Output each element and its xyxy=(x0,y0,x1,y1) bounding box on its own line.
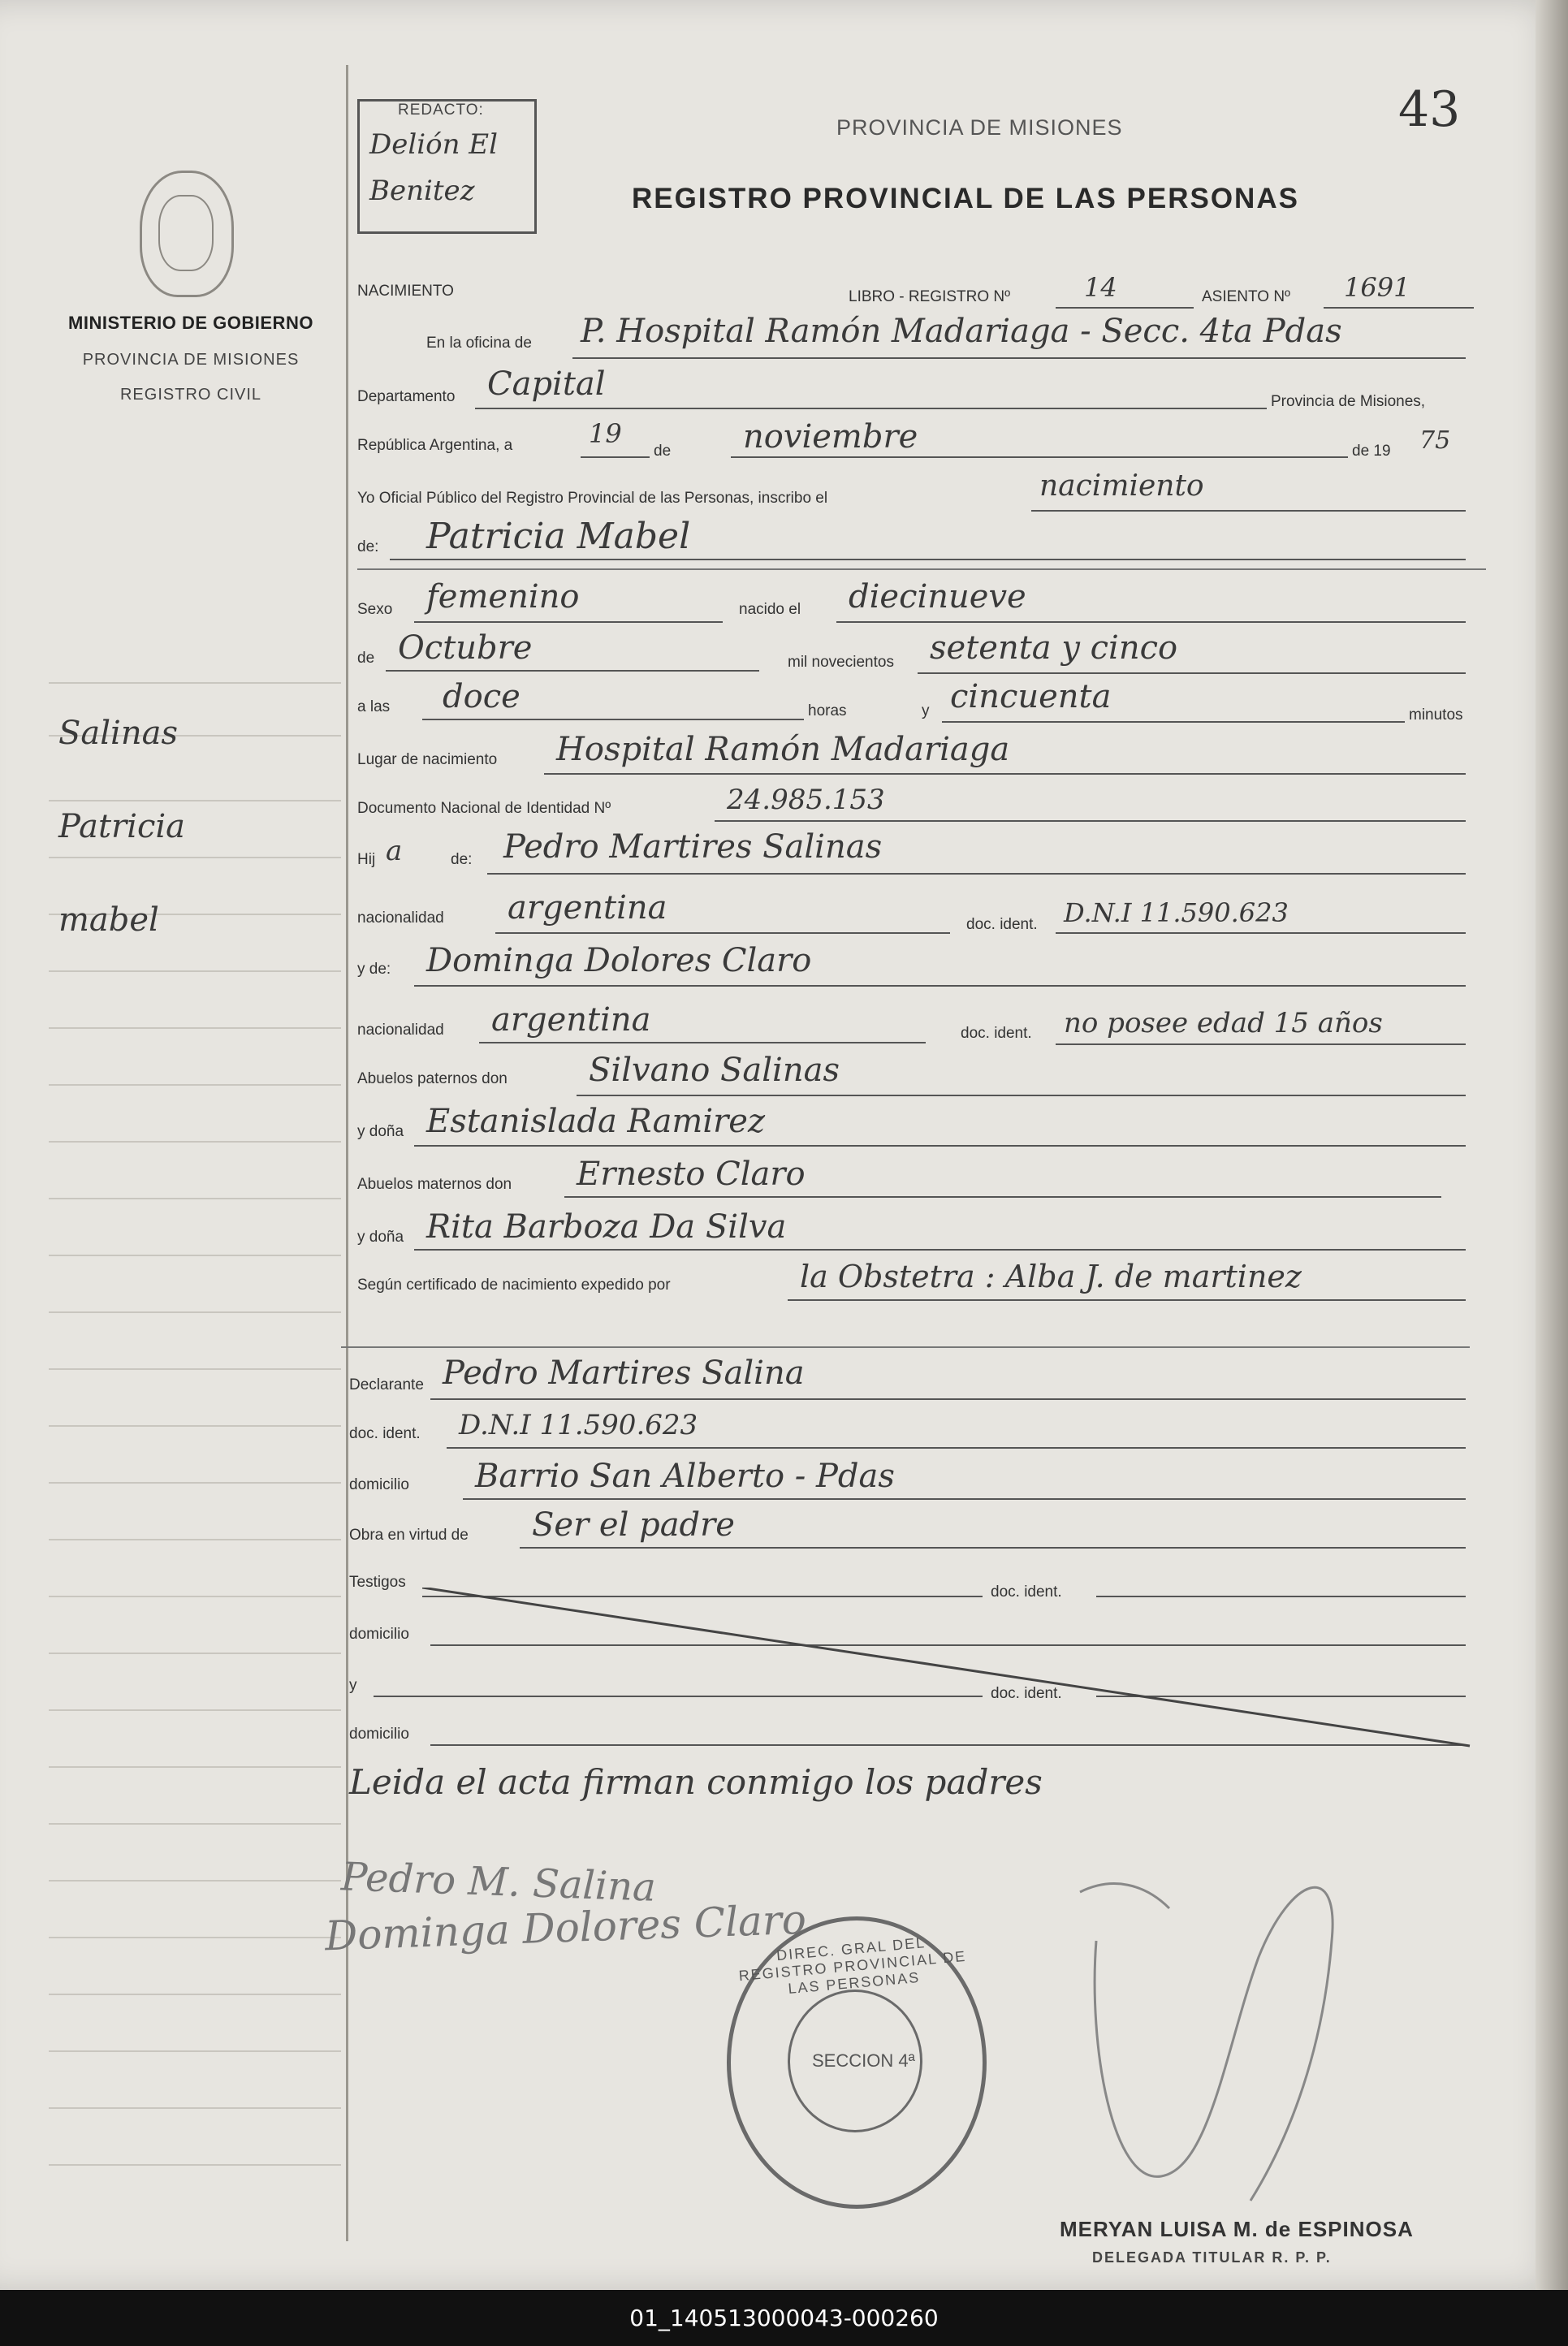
de-nombre-label: de: xyxy=(357,538,379,555)
de-label: de xyxy=(654,443,672,460)
margin-ruled-line xyxy=(49,1823,341,1825)
underline xyxy=(487,873,1466,875)
abuelos-maternos-value: Ernesto Claro xyxy=(577,1156,806,1193)
margin-ruled-line xyxy=(49,970,341,972)
leida-text: Leida el acta firman conmigo los padres xyxy=(349,1762,1043,1802)
inscribo-value: nacimiento xyxy=(1039,469,1204,503)
minutos-label: minutos xyxy=(1409,706,1463,724)
underline xyxy=(414,1145,1466,1147)
yde-label: y de: xyxy=(357,961,391,978)
margin-ruled-line xyxy=(49,1425,341,1427)
underline xyxy=(1324,307,1474,309)
de-year-label: de 19 xyxy=(1352,443,1391,460)
libro-label: LIBRO - REGISTRO Nº xyxy=(849,288,1011,305)
doc-declarante-label: doc. ident. xyxy=(349,1425,421,1442)
underline xyxy=(414,621,723,623)
ministry-title: MINISTERIO DE GOBIERNO xyxy=(68,313,313,333)
page-title: REGISTRO PROVINCIAL DE LAS PERSONAS xyxy=(632,183,1299,214)
ydona-2-value: Rita Barboza Da Silva xyxy=(426,1208,787,1246)
margin-note-middle-name: mabel xyxy=(58,901,159,939)
margin-ruled-line xyxy=(49,1255,341,1256)
redacto-line-2: Benitez xyxy=(369,175,475,207)
doc-1-label: doc. ident. xyxy=(966,916,1038,933)
mil-value: setenta y cinco xyxy=(930,629,1178,667)
margin-ruled-line xyxy=(49,1539,341,1540)
ydona-1-value: Estanislada Ramirez xyxy=(426,1103,766,1140)
margin-ruled-line xyxy=(49,857,341,858)
underline xyxy=(390,559,1466,560)
underline xyxy=(414,1249,1466,1251)
asiento-label: ASIENTO Nº xyxy=(1202,288,1290,305)
margin-ruled-line xyxy=(49,1198,341,1199)
underline xyxy=(414,985,1466,987)
dia-value: 19 xyxy=(589,418,622,449)
declarante-label: Declarante xyxy=(349,1376,424,1393)
obra-label: Obra en virtud de xyxy=(349,1527,469,1544)
underline xyxy=(475,408,1267,409)
margin-ruled-line xyxy=(49,1311,341,1313)
sexo-label: Sexo xyxy=(357,601,393,618)
minutos-value: cincuenta xyxy=(950,678,1112,715)
underline xyxy=(430,1398,1466,1400)
section-rule xyxy=(341,1346,1470,1348)
nacionalidad-1-label: nacionalidad xyxy=(357,909,444,927)
doc-1-value: D.N.I 11.590.623 xyxy=(1064,897,1289,928)
stamp-center-text: SECCION 4ª xyxy=(812,2050,915,2071)
margin-ruled-line xyxy=(49,1027,341,1029)
horas-value: doce xyxy=(443,678,521,715)
mother-signature: Dominga Dolores Claro xyxy=(324,1895,807,1960)
margin-ruled-line xyxy=(49,1766,341,1768)
margin-note-first-name: Patricia xyxy=(58,808,185,845)
margin-ruled-line xyxy=(49,1084,341,1086)
nombre-value: Patricia Mabel xyxy=(426,516,691,557)
hij-suffix: a xyxy=(386,835,403,867)
year-value: 75 xyxy=(1419,426,1451,455)
departamento-label: Departamento xyxy=(357,388,456,405)
declarante-value: Pedro Martires Salina xyxy=(443,1354,805,1392)
margin-ruled-line xyxy=(49,2050,341,2052)
margin-ruled-line xyxy=(49,1653,341,1654)
testigos-label: Testigos xyxy=(349,1574,406,1591)
strike-line xyxy=(422,1588,1478,1750)
doc-2-label: doc. ident. xyxy=(961,1025,1032,1042)
departamento-value: Capital xyxy=(487,365,606,403)
underline xyxy=(495,932,950,934)
margin-ruled-line xyxy=(49,2107,341,2109)
underline xyxy=(942,721,1405,723)
section-rule xyxy=(357,568,1486,570)
domicilio-label: domicilio xyxy=(349,1476,409,1493)
mes-nac-value: Octubre xyxy=(398,629,533,667)
ministry-province: PROVINCIA DE MISIONES xyxy=(82,351,300,369)
image-id-footer: 01_140513000043-000260 xyxy=(0,2290,1568,2346)
libro-value: 14 xyxy=(1084,272,1117,303)
underline xyxy=(581,456,650,458)
official-title: DELEGADA TITULAR R. P. P. xyxy=(1092,2249,1332,2266)
nacimiento-label: NACIMIENTO xyxy=(357,283,454,300)
underline xyxy=(715,820,1466,822)
hij-de-label: de: xyxy=(451,851,473,868)
horas-label: horas xyxy=(808,702,847,719)
ydona-1-label: y doña xyxy=(357,1123,404,1140)
underline xyxy=(788,1299,1466,1301)
mil-label: mil novecientos xyxy=(788,654,894,671)
ministry-registry: REGISTRO CIVIL xyxy=(119,386,262,404)
certificado-label: Según certificado de nacimiento expedido por xyxy=(357,1277,671,1294)
underline xyxy=(1056,307,1194,309)
margin-ruled-line xyxy=(49,1596,341,1597)
margin-ruled-line xyxy=(49,1709,341,1711)
underline xyxy=(918,672,1466,674)
nacido-label: nacido el xyxy=(739,601,801,618)
page-number: 43 xyxy=(1398,81,1461,138)
underline xyxy=(564,1196,1441,1198)
father-signature: Pedro M. Salina xyxy=(340,1854,657,1911)
underline xyxy=(544,773,1466,775)
doc-2-value: no posee edad 15 años xyxy=(1064,1007,1383,1039)
testigo-2-doc-label: doc. ident. xyxy=(991,1685,1062,1702)
testigo-2-domicilio-label: domicilio xyxy=(349,1726,409,1743)
lugar-value: Hospital Ramón Madariaga xyxy=(556,731,1010,768)
margin-ruled-line xyxy=(49,1482,341,1484)
dni-value: 24.985.153 xyxy=(727,784,885,816)
asiento-value: 1691 xyxy=(1344,272,1410,303)
redacto-line-1: Delión El xyxy=(369,128,498,161)
underline xyxy=(386,670,759,672)
doc-declarante-value: D.N.I 11.590.623 xyxy=(459,1409,698,1441)
abuelos-paternos-value: Silvano Salinas xyxy=(589,1052,840,1089)
hij-label: Hij xyxy=(357,851,376,868)
margin-ruled-line xyxy=(49,1368,341,1370)
margin-ruled-line xyxy=(49,1880,341,1882)
margin-ruled-line xyxy=(49,1141,341,1143)
inscribo-label: Yo Oficial Público del Registro Provincial de las Personas, inscribo el xyxy=(357,490,828,507)
underline xyxy=(572,357,1466,359)
sexo-value: femenino xyxy=(426,578,580,616)
dni-label: Documento Nacional de Identidad Nº xyxy=(357,800,611,817)
underline xyxy=(520,1547,1466,1549)
provincia-label: Provincia de Misiones, xyxy=(1271,393,1426,410)
padre-value: Pedro Martires Salinas xyxy=(503,828,883,866)
testigo-1-domicilio-label: domicilio xyxy=(349,1626,409,1643)
ydona-2-label: y doña xyxy=(357,1229,404,1246)
underline xyxy=(577,1095,1466,1096)
official-name: MERYAN LUISA M. de ESPINOSA xyxy=(1060,2217,1414,2241)
testigo-1-doc-label: doc. ident. xyxy=(991,1583,1062,1601)
underline xyxy=(1056,1043,1466,1045)
margin-ruled-line xyxy=(49,1994,341,1995)
domicilio-value: Barrio San Alberto - Pdas xyxy=(475,1458,895,1495)
redacto-label: REDACTO: xyxy=(398,102,484,119)
nacionalidad-2-label: nacionalidad xyxy=(357,1022,444,1039)
abuelos-maternos-label: Abuelos maternos don xyxy=(357,1176,512,1193)
underline xyxy=(463,1498,1466,1500)
official-signature xyxy=(1047,1843,1421,2217)
republica-label: República Argentina, a xyxy=(357,437,513,454)
oficina-label: En la oficina de xyxy=(426,335,532,352)
header-province: PROVINCIA DE MISIONES xyxy=(836,115,1123,140)
certificado-value: la Obstetra : Alba J. de martinez xyxy=(800,1259,1302,1294)
margin-note-surname: Salinas xyxy=(58,715,178,752)
margin-ruled-line xyxy=(49,1937,341,1938)
margin-ruled-line xyxy=(49,2164,341,2166)
de-mes-label: de xyxy=(357,650,375,667)
mes-value: noviembre xyxy=(743,418,918,456)
lugar-label: Lugar de nacimiento xyxy=(357,751,498,768)
underline xyxy=(731,456,1348,458)
abuelos-paternos-label: Abuelos paternos don xyxy=(357,1070,508,1087)
testigo-y-label: y xyxy=(349,1677,357,1694)
obra-value: Ser el padre xyxy=(532,1506,735,1544)
underline xyxy=(422,719,804,720)
nacionalidad-1-value: argentina xyxy=(508,889,667,927)
y-label: y xyxy=(922,702,930,719)
margin-ruled-line xyxy=(49,800,341,801)
page-edge xyxy=(1536,0,1568,2290)
underline xyxy=(1056,932,1466,934)
nacionalidad-2-value: argentina xyxy=(491,1001,651,1039)
underline xyxy=(1031,510,1466,512)
madre-value: Dominga Dolores Claro xyxy=(426,942,812,979)
underline xyxy=(479,1042,926,1043)
alas-label: a las xyxy=(357,698,391,715)
stamp-ring-text: DIREC. GRAL DEL REGISTRO PROVINCIAL DE LAS PERSONAS xyxy=(737,1934,967,1997)
oficina-value: P. Hospital Ramón Madariaga - Secc. 4ta Pdas xyxy=(581,313,1342,350)
nacido-value: diecinueve xyxy=(849,578,1026,616)
coat-of-arms-inner-icon xyxy=(158,195,214,271)
underline xyxy=(836,621,1466,623)
underline xyxy=(447,1447,1466,1449)
margin-ruled-line xyxy=(49,682,341,684)
